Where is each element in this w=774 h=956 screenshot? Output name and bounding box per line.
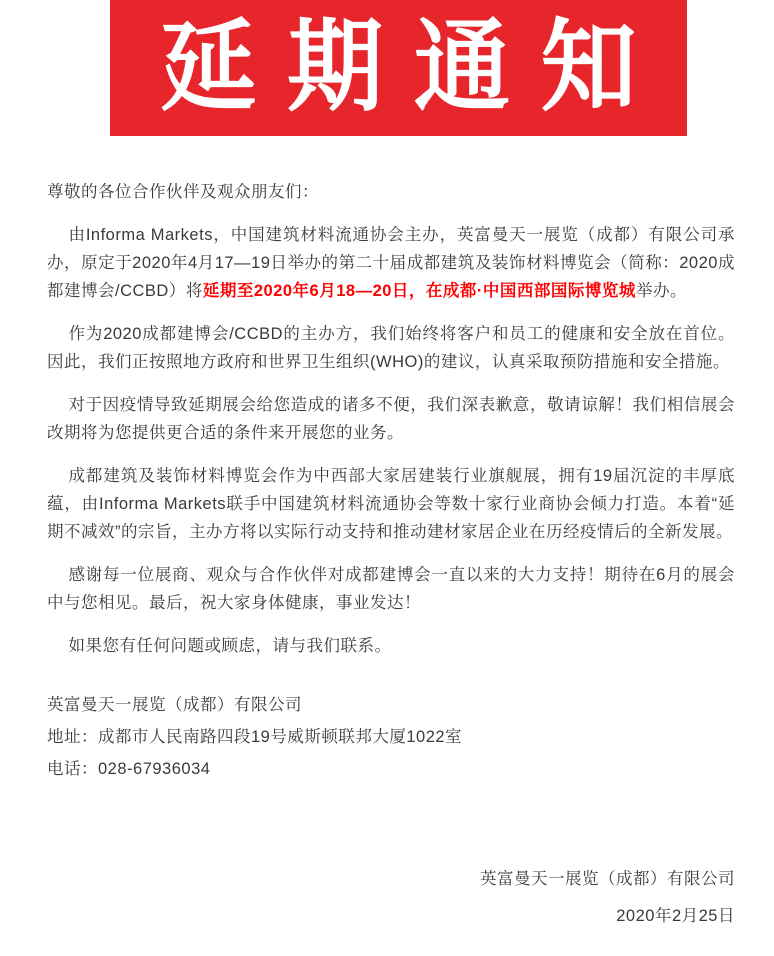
paragraph-exhibition-intro: 成都建筑及装饰材料博览会作为中西部大家居建装行业旗舰展，拥有19届沉淀的丰厚底蕴，由Informa Markets联手中国建筑材料流通协会等数十家行业商协会倾力打造。本着“延期不减效”的宗旨，主办方将以实际行动支持和推动建材家居企业在历经疫情后的全新发展。 <box>47 467 735 541</box>
letter-body <box>0 178 774 930</box>
signature-block <box>47 865 735 930</box>
paragraph-apology: 对于因疫情导致延期展会给您造成的诸多不便，我们深表歉意，敬请谅解！我们相信展会改期将为您提供更合适的条件来开展您的业务。 <box>47 396 735 442</box>
paragraph-contact-invite: 如果您有任何问题或顾虑，请与我们联系。 <box>68 637 392 655</box>
banner-title: 延期通知 <box>160 11 668 124</box>
paragraph-postponement-post: 举办。 <box>635 282 687 300</box>
paragraph-postponement <box>47 221 735 305</box>
contact-address: 地址：成都市人民南路四段19号威斯顿联邦大厦1022室 <box>47 728 463 746</box>
contact-company: 英富曼天一展览（成都）有限公司 <box>47 696 302 714</box>
paragraph-postponement-pre: 由Informa Markets，中国建筑材料流通协会主办，英富曼天一展览（成都）有限公司承办，原定于2020年4月17—19日举办的第二十届成都建筑及装饰材料博览会（简称：2020成都建博会/CCBD）将 <box>47 226 735 300</box>
notice-banner <box>110 0 687 136</box>
paragraph-safety: 作为2020成都建博会/CCBD的主办方，我们始终将客户和员工的健康和安全放在首位。因此，我们正按照地方政府和世界卫生组织(WHO)的建议，认真采取预防措施和安全措施。 <box>47 325 735 371</box>
signature-company: 英富曼天一展览（成都）有限公司 <box>480 870 735 888</box>
signature-date: 2020年2月25日 <box>616 907 735 925</box>
paragraph-thanks: 感谢每一位展商、观众与合作伙伴对成都建博会一直以来的大力支持！期待在6月的展会中与您相见。最后，祝大家身体健康，事业发达！ <box>47 566 735 612</box>
contact-block <box>47 689 735 785</box>
paragraph-postponement-highlight: 延期至2020年6月18—20日，在成都·中国西部国际博览城 <box>202 282 636 300</box>
contact-phone: 电话：028-67936034 <box>47 760 211 778</box>
salutation: 尊敬的各位合作伙伴及观众朋友们： <box>47 183 319 201</box>
